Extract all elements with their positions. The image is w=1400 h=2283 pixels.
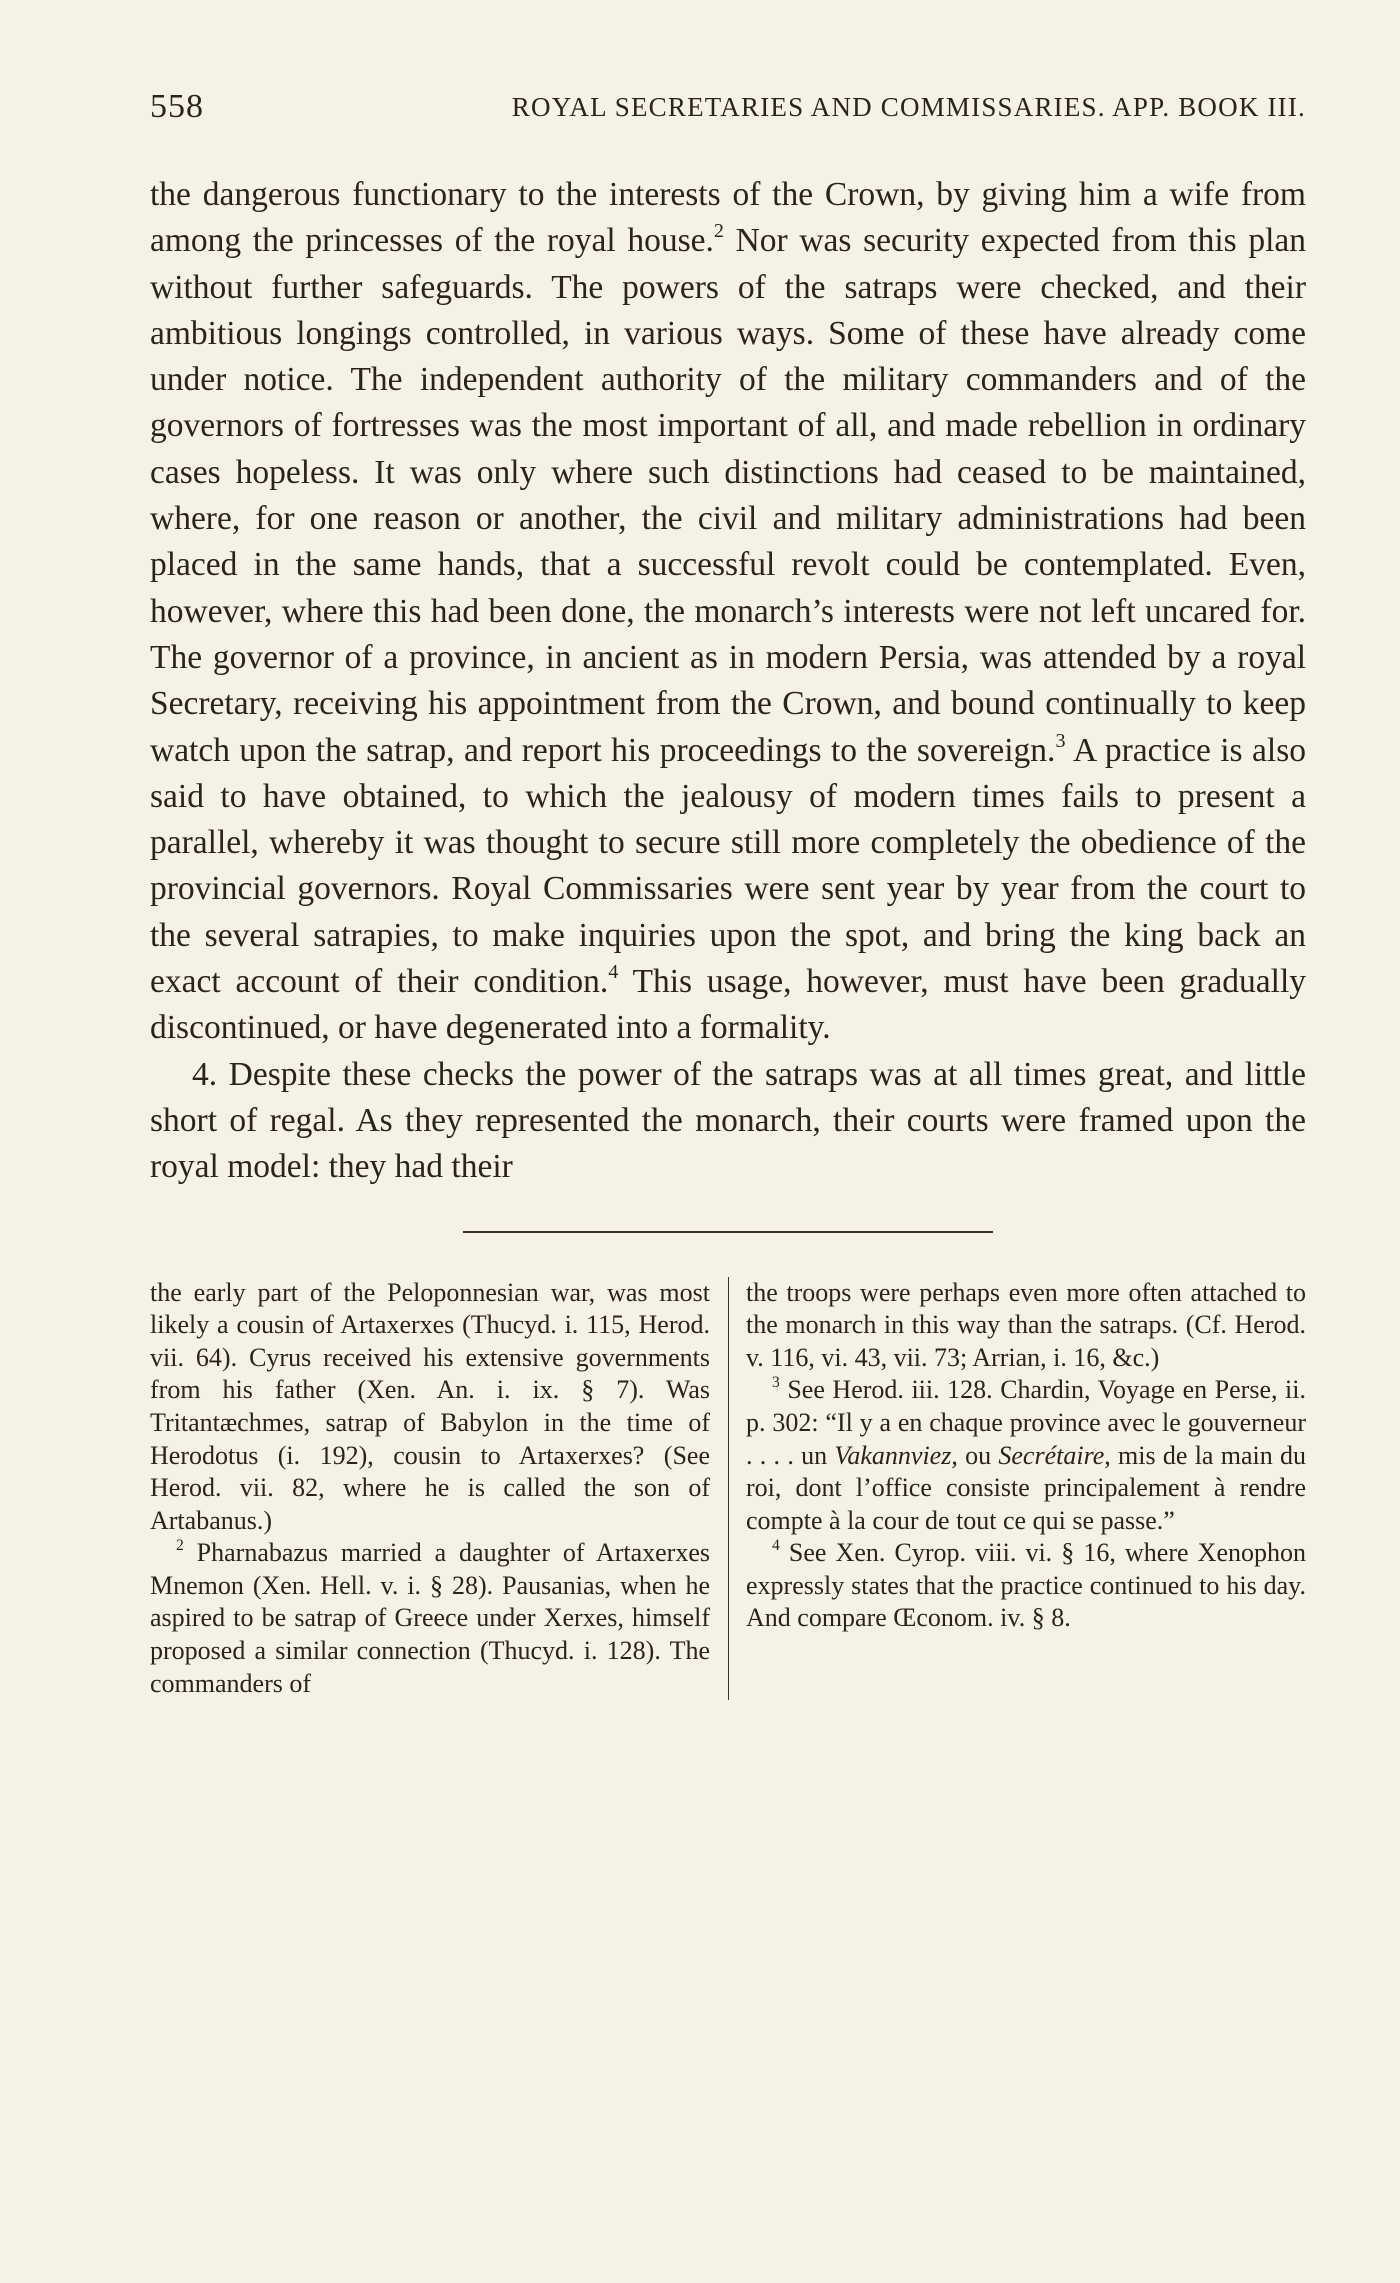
footnote-3-italic-b: Secrétaire [998, 1440, 1105, 1470]
footnote-ref-3: 3 [1055, 729, 1066, 752]
footnote-column-right [746, 1277, 1306, 1701]
page-number: 558 [150, 88, 204, 125]
footnote-3-number: 3 [772, 1374, 780, 1392]
footnote-2-text: Pharnabazus married a daughter of Artaxerxes Mnemon (Xen. Hell. v. i. § 28). Pausanias, when he aspired to be satrap of Greece under Xerxes, himself proposed a similar connection (Thucyd. i. 128). The commanders of [150, 1538, 710, 1698]
running-head [150, 88, 1306, 128]
footnote-column-left [150, 1277, 710, 1701]
footnote-2-number: 2 [176, 1537, 184, 1555]
footnote-ref-2: 2 [713, 220, 724, 243]
footnote-rule [463, 1231, 993, 1233]
footnote-continuation-right: the troops were perhaps even more often attached to the monarch in this way than the satraps. (Cf. Herod. v. 116, vi. 43, vii. 73; Arrian, i. 16, &c.) [746, 1277, 1306, 1372]
main-text [150, 172, 1306, 1191]
footnote-4-text: See Xen. Cyrop. viii. vi. § 16, where Xenophon expressly states that the practice continued to his day. And compare Œconom. iv. § 8. [746, 1538, 1306, 1633]
paragraph-1-part-4: This usage, however, must have been gradually discontinued, or have degenerated into a formality. [150, 963, 1307, 1047]
paragraph-1 [150, 172, 1306, 1052]
footnote-continuation-left: the early part of the Peloponnesian war, was most likely a cousin of Artaxerxes (Thucyd. i. 115, Herod. vii. 64). Cyrus received his extensive governments from his father (Xen. An. i. ix. § 7). Was Tritantæchmes, satrap of Babylon in the time of Herodotus (i. 192), cousin to Artaxerxes? (See Herod. vii. 82, where he is called the son of Artabanus.) [150, 1277, 710, 1535]
paragraph-1-part-2: Nor was security expected from this plan without further safeguards. The powers of the satraps were checked, and their ambitious longings controlled, in various ways. Some of these have already come under notice. The independent authority of the military commanders and of the governors of fortresses was the most important of all, and made rebellion in ordinary cases hopeless. It was only where such distinctions had ceased to be maintained, where, for one reason or another, the civil and military administrations had been placed in the same hands, that a successful revolt could be contemplated. Even, however, where this had been done, the monarch’s interests were not left uncared for. The governor of a province, in ancient as in modern Persia, was attended by a royal Secretary, receiving his appointment from the Crown, and bound continually to keep watch upon the satrap, and report his proceedings to the sovereign. [150, 222, 1306, 769]
footnote-3-text-b: , ou [951, 1440, 999, 1470]
footnotes [150, 1277, 1306, 1701]
running-title: ROYAL SECRETARIES AND COMMISSARIES. APP. BOOK III. [511, 92, 1306, 122]
paragraph-1-part-1: the dangerous functionary to the interests of the Crown, by giving him a wife from among the princesses of the royal house. [150, 176, 1306, 260]
footnote-2 [150, 1537, 710, 1700]
paragraph-2: 4. Despite these checks the power of the satraps was at all times great, and little short of regal. As they represented the monarch, their courts were framed upon the royal model: they had their [150, 1055, 1306, 1186]
footnote-3 [746, 1374, 1306, 1537]
book-page [150, 88, 1307, 1700]
column-divider [728, 1277, 729, 1701]
footnote-3-italic-a: Vakannviez [834, 1440, 952, 1470]
paragraph-1-part-3: A practice is also said to have obtained, to which the jealousy of modern times fails to present a parallel, whereby it was thought to secure still more completely the obedience of the provincial governors. Royal Commissaries were sent year by year from the court to the several satrapies, to make inquiries upon the spot, and bring the king back an exact account of their condition. [150, 731, 1306, 1001]
footnote-3-text-a: See Herod. iii. 128. Chardin, Voyage en Perse, ii. p. 302: “Il y a en chaque province avec le gouverneur . . . . un [746, 1375, 1306, 1470]
footnote-ref-4: 4 [608, 960, 619, 983]
footnote-3-text-c: , mis de la main du roi, dont l’office consiste principalement à rendre compte à la cour de tout ce qui se passe.” [746, 1440, 1307, 1535]
footnote-4 [746, 1537, 1306, 1635]
footnote-4-number: 4 [772, 1537, 780, 1555]
